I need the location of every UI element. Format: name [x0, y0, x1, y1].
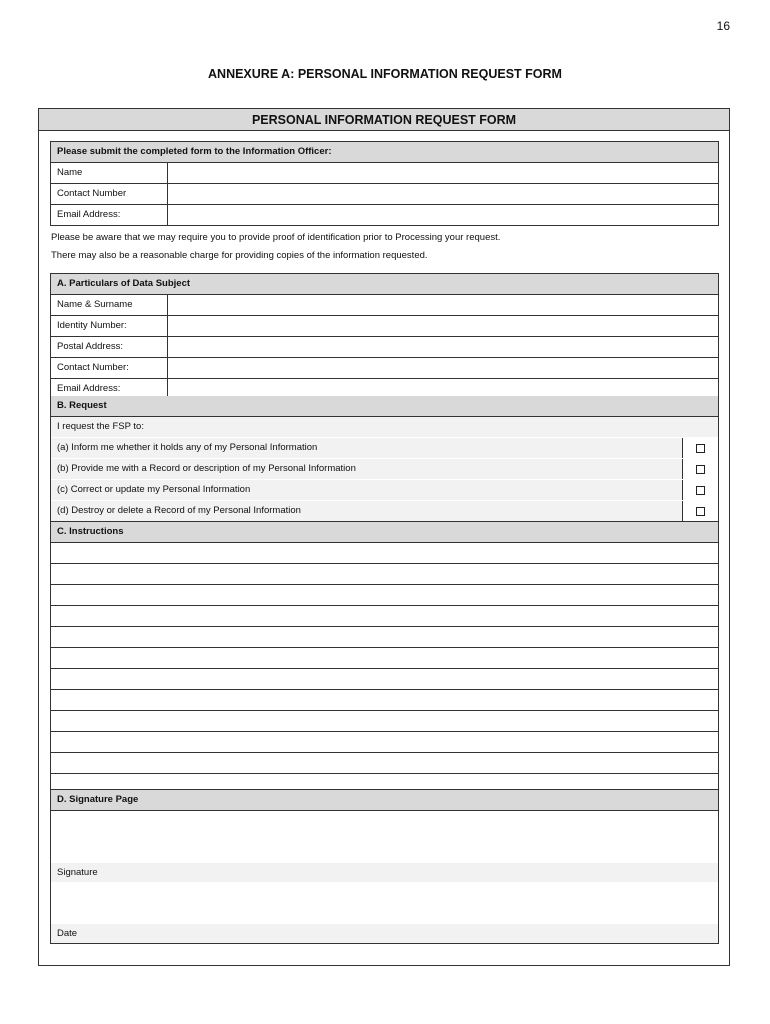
form-row	[51, 337, 718, 358]
submit-section-heading: Please submit the completed form to the Information Officer:	[51, 142, 718, 163]
identity-number-field[interactable]	[168, 316, 718, 336]
request-option-c-checkbox[interactable]	[682, 480, 718, 500]
request-option-a-checkbox[interactable]	[682, 438, 718, 458]
request-intro-row	[51, 417, 718, 438]
request-intro: I request the FSP to:	[57, 421, 144, 432]
contact-number-field[interactable]	[168, 184, 718, 204]
signature-label: Signature	[51, 863, 718, 882]
section-c-heading: C. Instructions	[51, 522, 718, 543]
date-area[interactable]	[51, 882, 718, 924]
checkbox-icon	[696, 465, 705, 474]
annexure-title: ANNEXURE A: PERSONAL INFORMATION REQUEST FORM	[208, 67, 562, 81]
section-a-heading: A. Particulars of Data Subject	[51, 274, 718, 295]
request-option-row	[51, 438, 718, 459]
date-label: Date	[51, 924, 718, 943]
field-label: Name	[51, 163, 168, 183]
name-field[interactable]	[168, 163, 718, 183]
instruction-line[interactable]	[51, 753, 718, 774]
section-b-heading: B. Request	[51, 396, 718, 417]
request-option-label: (a) Inform me whether it holds any of my Personal Information	[57, 442, 318, 453]
form-row-email	[51, 205, 718, 225]
section-c	[50, 521, 719, 795]
form-row-name	[51, 163, 718, 184]
email-field[interactable]	[168, 205, 718, 225]
instruction-line[interactable]	[51, 543, 718, 564]
form-frame	[38, 108, 730, 966]
instruction-line[interactable]	[51, 585, 718, 606]
request-option-d-checkbox[interactable]	[682, 501, 718, 521]
notice-proof-id: Please be aware that we may require you to provide proof of identification prior to Processing your request.	[51, 232, 501, 243]
page-number: 16	[716, 19, 730, 33]
notice-charge: There may also be a reasonable charge for providing copies of the information requested.	[51, 250, 428, 261]
form-row-contact	[51, 184, 718, 205]
form-row	[51, 358, 718, 379]
request-option-row	[51, 501, 718, 521]
checkbox-icon	[696, 507, 705, 516]
submit-section	[50, 141, 719, 226]
name-surname-field[interactable]	[168, 295, 718, 315]
instruction-line[interactable]	[51, 564, 718, 585]
instructions-lines	[51, 543, 718, 794]
instruction-line[interactable]	[51, 690, 718, 711]
form-row	[51, 295, 718, 316]
field-label: Identity Number:	[51, 316, 168, 336]
instruction-line[interactable]	[51, 711, 718, 732]
instruction-line[interactable]	[51, 669, 718, 690]
field-label: Contact Number:	[51, 358, 168, 378]
field-label: Email Address:	[51, 205, 168, 225]
form-row	[51, 316, 718, 337]
checkbox-icon	[696, 486, 705, 495]
request-option-label: (d) Destroy or delete a Record of my Personal Information	[57, 505, 301, 516]
request-option-row	[51, 480, 718, 501]
instruction-line[interactable]	[51, 732, 718, 753]
section-b	[50, 396, 719, 522]
checkbox-icon	[696, 444, 705, 453]
field-label: Email Address:	[51, 379, 168, 399]
instruction-line[interactable]	[51, 627, 718, 648]
instruction-line[interactable]	[51, 648, 718, 669]
section-a	[50, 273, 719, 400]
request-option-row	[51, 459, 718, 480]
form-title: PERSONAL INFORMATION REQUEST FORM	[39, 109, 729, 131]
request-option-label: (b) Provide me with a Record or description of my Personal Information	[57, 463, 356, 474]
request-option-label: (c) Correct or update my Personal Information	[57, 484, 251, 495]
contact-number-field[interactable]	[168, 358, 718, 378]
field-label: Name & Surname	[51, 295, 168, 315]
field-label: Postal Address:	[51, 337, 168, 357]
postal-address-field[interactable]	[168, 337, 718, 357]
field-label: Contact Number	[51, 184, 168, 204]
instruction-line[interactable]	[51, 606, 718, 627]
section-d	[50, 789, 719, 944]
request-option-b-checkbox[interactable]	[682, 459, 718, 479]
signature-area[interactable]	[51, 811, 718, 863]
section-d-heading: D. Signature Page	[51, 790, 718, 811]
